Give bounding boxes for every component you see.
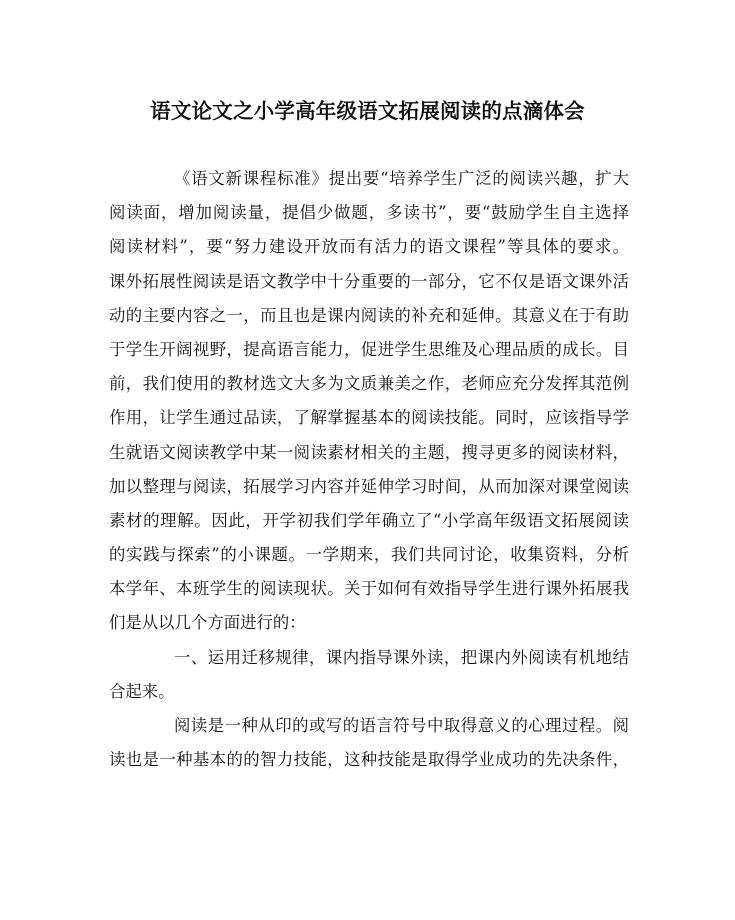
- text-line: 们是从以几个方面进行的：: [109, 613, 306, 633]
- text-line: 加以整理与阅读，拓展学习内容并延伸学习时间，从而加深对课堂阅读: [109, 476, 629, 496]
- text-line: 阅读是一种从印的或写的语言符号中取得意义的心理过程。阅: [174, 716, 629, 735]
- text-line: 前，我们使用的教材选文大多为文质兼美之作，老师应充分发挥其范例: [109, 374, 629, 394]
- text-line: 作用，让学生通过品读，了解掌握基本的阅读技能。同时，应该指导学: [109, 408, 629, 428]
- text-line: 阅读材料”，要“努力建设开放而有活力的语文课程”等具体的要求。: [109, 237, 629, 257]
- text-line: 一、运用迁移规律，课内指导课外读，把课内外阅读有机地结: [174, 647, 629, 667]
- text-line: 本学年、本班学生的阅读现状。关于如何有效指导学生进行课外拓展我: [109, 579, 629, 599]
- document-body: [109, 162, 629, 777]
- text-line: 生就语文阅读教学中某一阅读素材相关的主题，搜寻更多的阅读材料，: [109, 442, 629, 462]
- text-line: 《语文新课程标准》提出要“培养学生广泛的阅读兴趣，扩大: [174, 169, 629, 188]
- text-line: 素材的理解。因此，开学初我们学年确立了“小学高年级语文拓展阅读: [109, 510, 629, 530]
- text-line: 的实践与探索”的小课题。一学期来，我们共同讨论，收集资料，分析: [109, 545, 629, 565]
- text-line: 课外拓展性阅读是语文教学中十分重要的一部分，它不仅是语文课外活: [109, 271, 629, 291]
- text-line: 合起来。: [109, 681, 175, 701]
- text-line: 读也是一种基本的的智力技能，这种技能是取得学业成功的先决条件，: [109, 750, 629, 770]
- text-line: 阅读面，增加阅读量，提倡少做题，多读书”，要“鼓励学生自主选择: [109, 203, 629, 223]
- text-line: 于学生开阔视野，提高语言能力，促进学生思维及心理品质的成长。目: [109, 339, 629, 359]
- document-title: 语文论文之小学高年级语文拓展阅读的点滴体会: [150, 99, 585, 123]
- text-line: 动的主要内容之一，而且也是课内阅读的补充和延伸。其意义在于有助: [109, 305, 629, 325]
